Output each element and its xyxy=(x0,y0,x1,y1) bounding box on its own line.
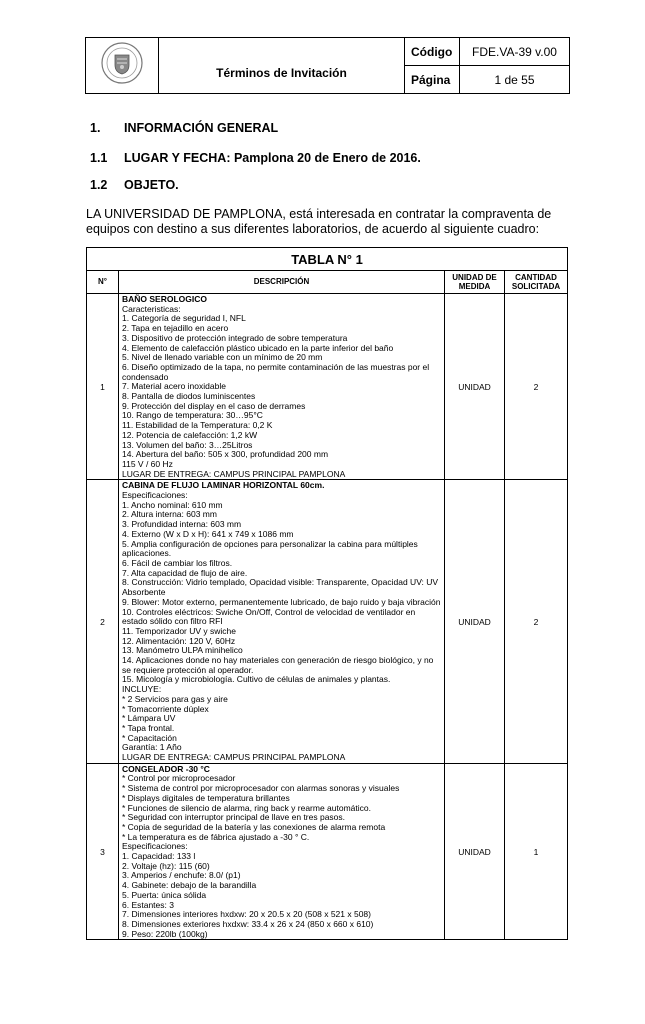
spec-line: 8. Pantalla de diodos luminiscentes xyxy=(122,391,256,402)
section-number: 1.1 xyxy=(90,151,108,165)
section-title: INFORMACIÓN GENERAL xyxy=(124,121,279,135)
codigo-value: FDE.VA-39 v.00 xyxy=(460,38,570,66)
spec-line: INCLUYE: xyxy=(122,684,162,695)
table-row xyxy=(87,763,568,940)
row-quantity: 2 xyxy=(505,480,568,763)
spec-line: * Tomacorriente dúplex xyxy=(122,703,209,714)
spec-line: * 2 Servicios para gas y aire xyxy=(122,693,228,704)
section-number: 1. xyxy=(90,121,101,135)
row-quantity: 2 xyxy=(505,294,568,480)
spec-line: * Copia de seguridad de la batería y las conexiones de alarma remota xyxy=(122,821,386,832)
spec-line: 2. Altura interna: 603 mm xyxy=(122,509,217,520)
spec-line: 7. Alta capacidad de flujo de aire. xyxy=(122,567,248,578)
spec-line: * Capacitación xyxy=(122,732,177,743)
section-1-heading xyxy=(90,121,278,135)
col-header-unit: UNIDAD DE MEDIDA xyxy=(445,271,505,294)
spec-line: * Sistema de control por microprocesador con alarmas sonoras y visuales xyxy=(122,783,400,794)
codigo-label: Código xyxy=(405,38,460,66)
university-seal-icon xyxy=(100,41,144,85)
spec-line: Especificaciones: xyxy=(122,490,188,501)
row-unit: UNIDAD xyxy=(445,480,505,763)
spec-line: 5. Nivel de llenado variable con un mínimo de 20 mm xyxy=(122,352,323,363)
spec-line: 1. Capacidad: 133 l xyxy=(122,851,196,862)
spec-line: 13. Manómetro ULPA minihelico xyxy=(122,645,243,656)
spec-line: 10. Controles eléctricos: Swiche On/Off, Control de velocidad de ventilador en estado sólido con filtro RFI xyxy=(122,606,416,627)
spec-line: 7. Material acero inoxidable xyxy=(122,381,226,392)
table-row xyxy=(87,294,568,480)
document-header xyxy=(85,37,570,94)
spec-line: 4. Externo (W x D x H): 641 x 749 x 1086 mm xyxy=(122,528,294,539)
spec-line: 1. Ancho nominal: 610 mm xyxy=(122,499,223,510)
spec-line: 3. Dispositivo de protección integrado de sobre temperatura xyxy=(122,332,348,343)
row-number: 3 xyxy=(87,763,119,940)
spec-line: Garantía: 1 Año xyxy=(122,742,182,753)
spec-line: Caracteristicas: xyxy=(122,303,181,314)
spec-line: * La temperatura es de fábrica ajustado a -30 ° C. xyxy=(122,831,310,842)
col-header-num: N° xyxy=(87,271,119,294)
row-description xyxy=(119,480,445,763)
col-header-desc: DESCRIPCIÓN xyxy=(119,271,445,294)
spec-line: 4. Gabinete: debajo de la barandilla xyxy=(122,880,257,891)
spec-line: 115 V / 60 Hz xyxy=(122,458,173,469)
spec-line: 2. Voltaje (hz): 115 (60) xyxy=(122,860,210,871)
spec-line: 13. Volumen del baño: 3…25Litros xyxy=(122,439,253,450)
spec-line: 6. Diseño optimizado de la tapa, no permite contaminación de las muestras por el condensado xyxy=(122,361,430,382)
spec-line: LUGAR DE ENTREGA: CAMPUS PRINCIPAL PAMPLONA xyxy=(122,752,346,763)
table-caption: TABLA N° 1 xyxy=(87,248,568,271)
spec-line: 8. Dimensiones exteriores hxdxw: 33.4 x 26 x 24 (850 x 660 x 610) xyxy=(122,919,374,929)
section-number: 1.2 xyxy=(90,178,108,192)
document-title: Términos de Invitación xyxy=(159,38,405,94)
spec-line: 6. Estantes: 3 xyxy=(122,899,174,910)
section-1-1-heading xyxy=(90,151,421,165)
spec-line: 1. Categoría de seguridad I, NFL xyxy=(122,313,246,324)
equipment-table xyxy=(86,247,568,940)
row-number: 2 xyxy=(87,480,119,763)
spec-line: 6. Fácil de cambiar los filtros. xyxy=(122,557,233,568)
spec-line: 5. Amplia configuración de opciones para personalizar la cabina para múltiples aplicaciones. xyxy=(122,538,418,559)
spec-line: 9. Protección del display en el caso de derrames xyxy=(122,400,306,411)
spec-line: 3. Amperios / enchufe: 8.0/ (p1) xyxy=(122,870,241,881)
spec-line: * Tapa frontal. xyxy=(122,722,175,733)
spec-line: LUGAR DE ENTREGA: CAMPUS PRINCIPAL PAMPLONA xyxy=(122,468,346,479)
spec-line: 5. Puerta: única sólida xyxy=(122,889,207,900)
spec-line: 2. Tapa en tejadillo en acero xyxy=(122,323,229,334)
spec-line: Especificaciones: xyxy=(122,841,188,852)
pagina-label: Página xyxy=(405,66,460,94)
item-title: BAÑO SEROLOGICO xyxy=(122,294,208,304)
row-description xyxy=(119,763,445,940)
row-description xyxy=(119,294,445,480)
row-unit: UNIDAD xyxy=(445,294,505,480)
section-1-2-heading xyxy=(90,178,179,192)
spec-line: 9. Peso: 220lb (100kg) xyxy=(122,928,208,939)
col-header-qty: CANTIDAD SOLICITADA xyxy=(505,271,568,294)
row-quantity: 1 xyxy=(505,763,568,940)
spec-line: 9. Blower: Motor externo, permanentemente lubricado, de bajo ruido y baja vibración xyxy=(122,596,441,607)
spec-line: 10. Rango de temperatura: 30…95°C xyxy=(122,410,263,421)
spec-line: 15. Micología y microbiología. Cultivo de células de animales y plantas. xyxy=(122,674,391,685)
spec-line: 11. Temporizador UV y swiche xyxy=(122,625,237,636)
spec-line: * Displays digitales de temperatura brillantes xyxy=(122,792,290,803)
section-title: OBJETO. xyxy=(124,178,179,192)
spec-line: 7. Dimensiones interiores hxdxw: 20 x 20.5 x 20 (508 x 521 x 508) xyxy=(122,909,371,920)
table-row xyxy=(87,480,568,763)
spec-line: * Seguridad con interruptor principal de llave en tres pasos. xyxy=(122,812,346,823)
spec-line: 4. Elemento de calefacción plástico ubicado en la parte inferior del baño xyxy=(122,342,394,353)
item-title: CABINA DE FLUJO LAMINAR HORIZONTAL 60cm. xyxy=(122,480,325,491)
spec-line: 8. Construcción: Vidrio templado, Opacidad visible: Transparente, Opacidad UV: UV Absorbente xyxy=(122,577,439,598)
pagina-value: 1 de 55 xyxy=(460,66,570,94)
intro-paragraph: LA UNIVERSIDAD DE PAMPLONA, está interesada en contratar la compraventa de equipos con destino a sus diferentes laboratorios, de acuerdo al siguiente cuadro: xyxy=(86,207,552,236)
spec-line: 14. Aplicaciones donde no hay materiales con generación de riesgo biológico, y no se requiere protección al operador. xyxy=(122,655,434,675)
spec-line: 3. Profundidad interna: 603 mm xyxy=(122,519,242,530)
spec-line: 11. Estabilidad de la Temperatura: 0,2 K xyxy=(122,420,273,431)
row-number: 1 xyxy=(87,294,119,480)
table-body xyxy=(87,294,568,940)
row-unit: UNIDAD xyxy=(445,763,505,940)
spec-line: 12. Potencia de calefacción: 1,2 kW xyxy=(122,429,258,440)
university-seal-cell xyxy=(86,38,159,94)
spec-line: * Control por microprocesador xyxy=(122,773,236,784)
item-title: CONGELADOR -30 °C xyxy=(122,763,210,774)
spec-line: 12. Alimentación: 120 V, 60Hz xyxy=(122,635,236,646)
spec-line: * Funciones de silencio de alarma, ring back y rearme automático. xyxy=(122,802,371,813)
spec-line: * Lámpara UV xyxy=(122,713,176,724)
section-title: LUGAR Y FECHA: Pamplona 20 de Enero de 2016. xyxy=(124,151,421,165)
spec-line: 14. Abertura del baño: 505 x 300, profundidad 200 mm xyxy=(122,449,329,460)
